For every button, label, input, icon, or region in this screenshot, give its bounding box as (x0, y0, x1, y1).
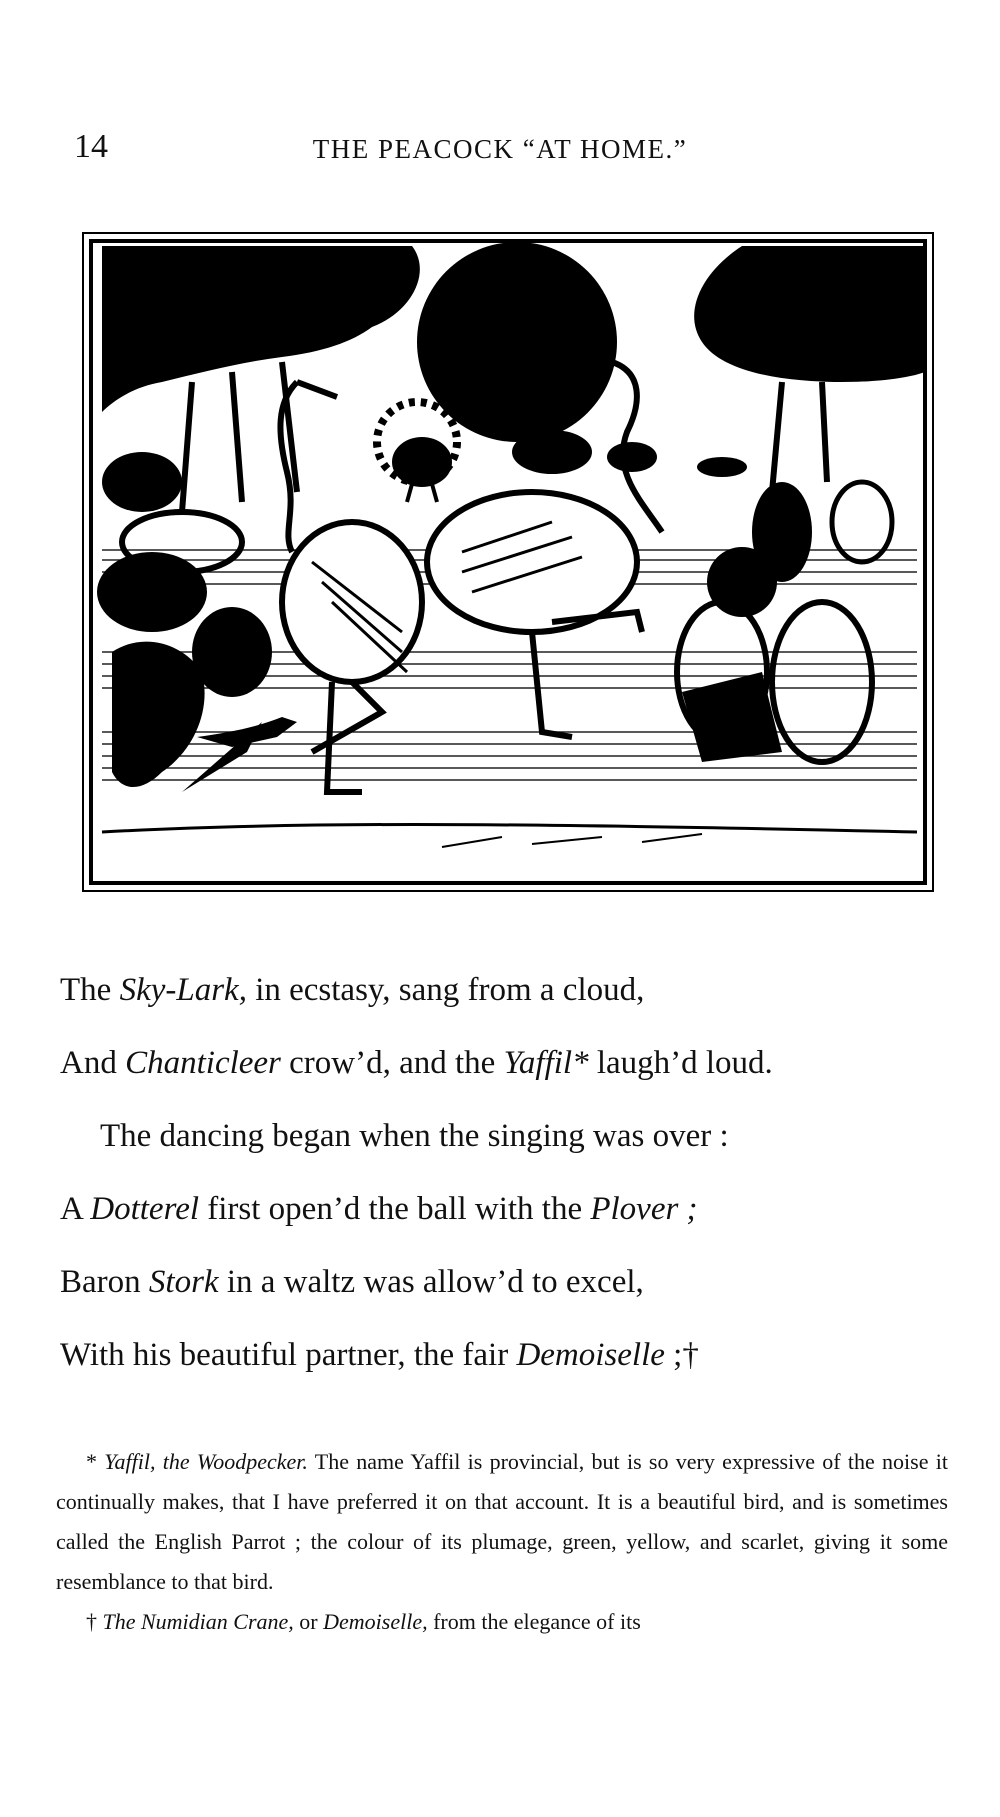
footnote-demoiselle: † The Numidian Crane, or Demoiselle, from the elegance of its (86, 1609, 641, 1634)
footnote-yaffil: * Yaffil, the Woodpecker. The name Yaffil is provincial, but is so very expressive of the noise it continually makes, that I have preferred it on that account. It is a beautiful bird, and is sometimes called the English Parrot ; the colour of its plumage, green, yellow, and scarlet, giving it some resemblance to that bird. (56, 1449, 949, 1594)
poem-line: With his beautiful partner, the fair Demoiselle ;† (60, 1337, 699, 1373)
right-birds (677, 482, 892, 762)
poem-line: Baron Stork in a waltz was allow’d to excel, (60, 1264, 644, 1300)
left-tree (102, 246, 420, 412)
poem-line: And Chanticleer crow’d, and the Yaffil* laugh’d loud. (60, 1045, 773, 1081)
footnotes (56, 1442, 948, 1642)
poem-line: A Dotterel first open’d the ball with the Plover ; (60, 1191, 698, 1227)
poem-line: The dancing began when the singing was over : (100, 1118, 729, 1154)
right-tree (694, 246, 925, 382)
page-number: 14 (74, 128, 108, 165)
stork-figure (280, 382, 422, 792)
turkey-figure (377, 402, 457, 502)
running-title: THE PEACOCK “AT HOME.” (312, 134, 688, 164)
poem-stanza (60, 970, 940, 1408)
page-header (0, 128, 1000, 168)
woodcut-illustration (82, 232, 934, 892)
poem-line: The Sky-Lark, in ecstasy, sang from a cloud, (60, 972, 645, 1008)
